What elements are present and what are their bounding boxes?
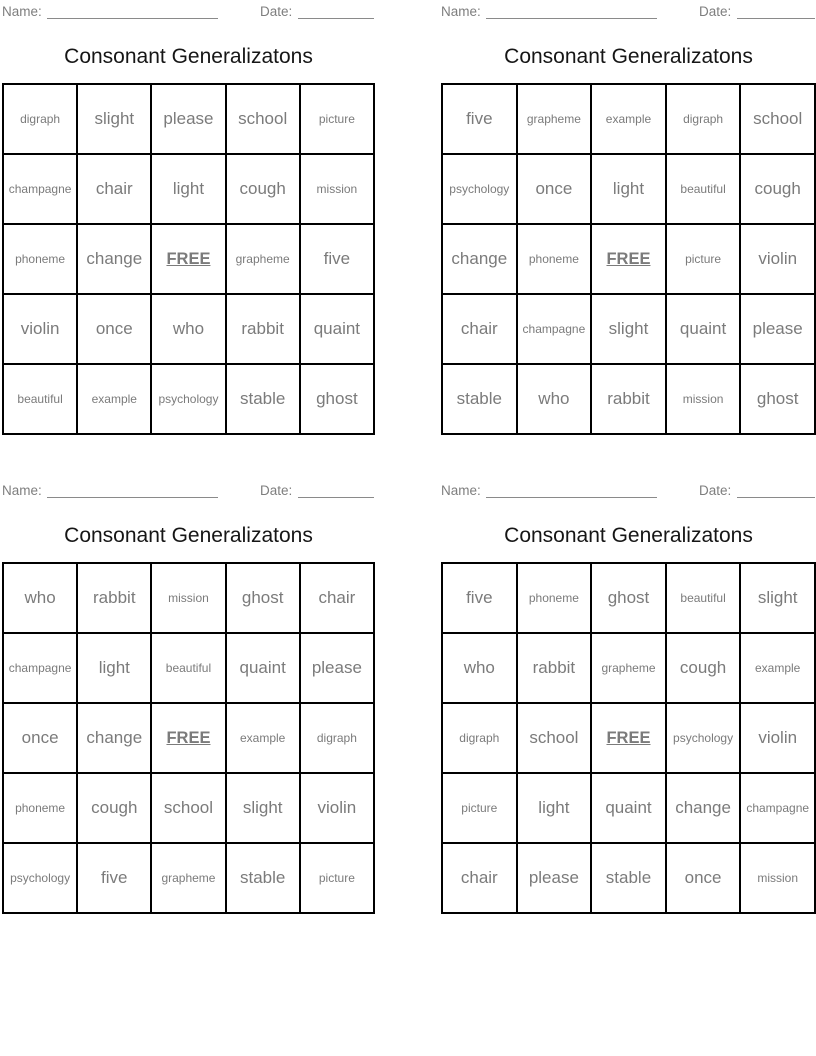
word-label: example bbox=[239, 731, 286, 745]
grid-row bbox=[3, 843, 374, 913]
date-label: Date: bbox=[699, 483, 732, 498]
word-cell bbox=[77, 364, 151, 434]
word-cell bbox=[77, 563, 151, 633]
word-cell bbox=[77, 703, 151, 773]
word-label: change bbox=[675, 798, 731, 817]
word-label: who bbox=[463, 658, 495, 677]
word-label: who bbox=[538, 389, 570, 408]
word-label: cough bbox=[679, 658, 727, 677]
date-blank-line bbox=[298, 483, 374, 498]
word-label: five bbox=[466, 109, 493, 128]
grid-row bbox=[442, 154, 815, 224]
word-cell bbox=[740, 294, 815, 364]
word-cell bbox=[740, 633, 815, 703]
word-label: rabbit bbox=[93, 588, 136, 607]
grid-row bbox=[3, 154, 374, 224]
word-cell bbox=[151, 84, 225, 154]
word-label: slight bbox=[94, 109, 135, 128]
word-cell bbox=[666, 633, 741, 703]
word-label: violin bbox=[20, 319, 60, 338]
word-label: once bbox=[535, 179, 573, 198]
word-cell bbox=[77, 843, 151, 913]
word-label: rabbit bbox=[241, 319, 284, 338]
word-cell bbox=[151, 364, 225, 434]
word-cell bbox=[300, 294, 374, 364]
word-cell bbox=[226, 633, 300, 703]
word-label: grapheme bbox=[161, 871, 216, 885]
word-cell bbox=[3, 843, 77, 913]
free-cell bbox=[591, 224, 666, 294]
word-cell bbox=[517, 154, 592, 224]
word-cell bbox=[77, 773, 151, 843]
word-label: violin bbox=[758, 728, 798, 747]
word-label: picture bbox=[461, 801, 498, 815]
word-label: chair bbox=[318, 588, 356, 607]
word-cell bbox=[740, 843, 815, 913]
word-cell bbox=[442, 703, 517, 773]
word-cell bbox=[591, 364, 666, 434]
word-cell bbox=[151, 154, 225, 224]
card-header bbox=[441, 483, 816, 501]
word-label: phoneme bbox=[15, 801, 66, 815]
free-label: FREE bbox=[606, 728, 651, 747]
word-label: please bbox=[163, 109, 214, 128]
word-cell bbox=[300, 633, 374, 703]
card-title: Consonant Generalizatons bbox=[504, 45, 753, 68]
word-label: digraph bbox=[683, 112, 724, 126]
word-label: cough bbox=[754, 179, 801, 198]
word-cell bbox=[442, 364, 517, 434]
word-label: light bbox=[98, 658, 130, 677]
word-cell bbox=[226, 364, 300, 434]
grid-row bbox=[442, 364, 815, 434]
word-label: beautiful bbox=[17, 392, 63, 406]
word-label: change bbox=[86, 728, 143, 747]
word-cell bbox=[740, 154, 815, 224]
grid-row bbox=[3, 633, 374, 703]
word-label: champagne bbox=[522, 322, 586, 336]
card-title: Consonant Generalizatons bbox=[504, 524, 753, 547]
grid-row bbox=[3, 224, 374, 294]
word-cell bbox=[151, 633, 225, 703]
grid-row bbox=[3, 84, 374, 154]
name-label: Name: bbox=[2, 4, 42, 19]
word-label: grapheme bbox=[526, 112, 581, 126]
word-label: digraph bbox=[316, 731, 357, 745]
word-cell bbox=[226, 294, 300, 364]
word-label: picture bbox=[318, 871, 355, 885]
grid-row bbox=[442, 633, 815, 703]
grid-row bbox=[3, 703, 374, 773]
free-cell bbox=[151, 224, 225, 294]
word-label: grapheme bbox=[601, 661, 656, 675]
word-label: phoneme bbox=[528, 252, 579, 266]
word-label: stable bbox=[456, 389, 502, 408]
word-label: light bbox=[172, 179, 205, 198]
word-cell bbox=[300, 224, 374, 294]
name-label: Name: bbox=[2, 483, 42, 498]
free-cell bbox=[151, 703, 225, 773]
word-label: once bbox=[684, 868, 722, 887]
grid-row bbox=[442, 84, 815, 154]
word-label: who bbox=[24, 588, 56, 607]
word-cell bbox=[591, 633, 666, 703]
word-label: ghost bbox=[607, 588, 650, 607]
word-cell bbox=[442, 294, 517, 364]
word-label: school bbox=[163, 798, 214, 817]
word-label: please bbox=[311, 658, 362, 677]
word-cell bbox=[517, 703, 592, 773]
word-label: quaint bbox=[313, 319, 361, 338]
word-label: chair bbox=[460, 868, 498, 887]
word-label: slight bbox=[757, 588, 798, 607]
name-blank-line bbox=[486, 483, 657, 498]
word-cell bbox=[77, 84, 151, 154]
word-label: violin bbox=[317, 798, 357, 817]
word-cell bbox=[3, 294, 77, 364]
word-cell bbox=[740, 773, 815, 843]
word-cell bbox=[666, 224, 741, 294]
word-cell bbox=[517, 294, 592, 364]
word-label: light bbox=[612, 179, 645, 198]
word-label: once bbox=[21, 728, 59, 747]
word-cell bbox=[517, 84, 592, 154]
word-label: mission bbox=[316, 182, 358, 196]
grid-body bbox=[442, 84, 815, 434]
word-label: champagne bbox=[746, 801, 810, 815]
word-label: rabbit bbox=[532, 658, 576, 677]
grid-row bbox=[442, 843, 815, 913]
grid-row bbox=[442, 224, 815, 294]
word-cell bbox=[740, 364, 815, 434]
word-label: school bbox=[529, 728, 579, 747]
word-cell bbox=[666, 773, 741, 843]
word-cell bbox=[77, 224, 151, 294]
word-cell bbox=[591, 84, 666, 154]
grid-row bbox=[3, 773, 374, 843]
word-cell bbox=[3, 703, 77, 773]
date-blank-line bbox=[298, 4, 374, 19]
word-cell bbox=[151, 773, 225, 843]
grid-row bbox=[3, 294, 374, 364]
word-cell bbox=[3, 563, 77, 633]
bingo-grid bbox=[2, 83, 375, 435]
word-cell bbox=[591, 294, 666, 364]
word-cell bbox=[77, 633, 151, 703]
word-cell bbox=[666, 294, 741, 364]
word-label: psychology bbox=[449, 182, 510, 196]
word-cell bbox=[666, 563, 741, 633]
word-cell bbox=[442, 843, 517, 913]
word-label: stable bbox=[239, 868, 286, 887]
word-label: mission bbox=[757, 871, 799, 885]
word-label: ghost bbox=[241, 588, 284, 607]
word-cell bbox=[666, 364, 741, 434]
word-cell bbox=[517, 224, 592, 294]
word-label: chair bbox=[95, 179, 133, 198]
word-label: grapheme bbox=[235, 252, 290, 266]
date-blank-line bbox=[737, 4, 815, 19]
word-cell bbox=[3, 154, 77, 224]
word-cell bbox=[442, 633, 517, 703]
word-cell bbox=[226, 154, 300, 224]
word-cell bbox=[442, 224, 517, 294]
word-label: beautiful bbox=[680, 591, 726, 605]
word-cell bbox=[740, 224, 815, 294]
word-cell bbox=[3, 633, 77, 703]
word-label: mission bbox=[168, 591, 209, 605]
word-label: ghost bbox=[756, 389, 799, 408]
word-cell bbox=[300, 773, 374, 843]
word-label: five bbox=[323, 249, 351, 268]
word-label: champagne bbox=[8, 182, 72, 196]
word-cell bbox=[226, 563, 300, 633]
grid-body bbox=[3, 84, 374, 434]
word-cell bbox=[517, 633, 592, 703]
word-cell bbox=[3, 364, 77, 434]
word-label: stable bbox=[605, 868, 652, 887]
word-label: light bbox=[538, 798, 570, 817]
word-label: example bbox=[605, 112, 652, 126]
word-cell bbox=[300, 703, 374, 773]
free-label: FREE bbox=[606, 249, 651, 268]
word-label: example bbox=[91, 392, 137, 406]
word-label: quaint bbox=[679, 319, 727, 338]
word-label: psychology bbox=[158, 392, 219, 406]
word-label: quaint bbox=[605, 798, 652, 817]
grid-row bbox=[3, 563, 374, 633]
word-cell bbox=[77, 294, 151, 364]
word-label: phoneme bbox=[528, 591, 579, 605]
card-title: Consonant Generalizatons bbox=[64, 524, 313, 547]
word-cell bbox=[517, 364, 592, 434]
grid-row bbox=[442, 703, 815, 773]
grid-row bbox=[442, 294, 815, 364]
word-label: five bbox=[466, 588, 493, 607]
date-label: Date: bbox=[699, 4, 732, 19]
word-label: slight bbox=[608, 319, 649, 338]
bingo-grid bbox=[441, 83, 816, 435]
word-cell bbox=[151, 294, 225, 364]
word-label: beautiful bbox=[680, 182, 726, 196]
grid-body bbox=[3, 563, 374, 913]
word-label: beautiful bbox=[165, 661, 212, 675]
word-cell bbox=[151, 563, 225, 633]
card-header bbox=[2, 483, 375, 501]
name-label: Name: bbox=[441, 4, 481, 19]
word-cell bbox=[300, 84, 374, 154]
word-label: ghost bbox=[316, 389, 358, 408]
word-cell bbox=[740, 703, 815, 773]
word-label: digraph bbox=[459, 731, 500, 745]
word-cell bbox=[517, 773, 592, 843]
word-cell bbox=[442, 563, 517, 633]
word-cell bbox=[226, 773, 300, 843]
word-label: rabbit bbox=[607, 389, 650, 408]
word-cell bbox=[3, 224, 77, 294]
word-cell bbox=[300, 154, 374, 224]
word-cell bbox=[226, 843, 300, 913]
date-blank-line bbox=[737, 483, 815, 498]
word-label: who bbox=[172, 319, 205, 338]
grid-row bbox=[442, 773, 815, 843]
word-cell bbox=[226, 224, 300, 294]
word-cell bbox=[591, 154, 666, 224]
word-cell bbox=[591, 843, 666, 913]
word-label: quaint bbox=[239, 658, 286, 677]
word-cell bbox=[442, 154, 517, 224]
word-label: change bbox=[451, 249, 508, 268]
word-label: example bbox=[755, 661, 801, 675]
word-label: please bbox=[528, 868, 579, 887]
word-cell bbox=[517, 563, 592, 633]
grid-body bbox=[442, 563, 815, 913]
word-cell bbox=[300, 843, 374, 913]
free-label: FREE bbox=[166, 249, 211, 268]
word-label: cough bbox=[91, 798, 138, 817]
word-cell bbox=[300, 563, 374, 633]
word-label: once bbox=[95, 319, 133, 338]
word-cell bbox=[3, 84, 77, 154]
word-label: psychology bbox=[10, 871, 71, 885]
word-label: cough bbox=[239, 179, 286, 198]
name-blank-line bbox=[47, 483, 218, 498]
card-title: Consonant Generalizatons bbox=[64, 45, 313, 68]
word-cell bbox=[3, 773, 77, 843]
name-label: Name: bbox=[441, 483, 481, 498]
word-cell bbox=[77, 154, 151, 224]
word-cell bbox=[591, 773, 666, 843]
word-cell bbox=[226, 703, 300, 773]
word-cell bbox=[666, 703, 741, 773]
date-label: Date: bbox=[260, 4, 293, 19]
word-label: school bbox=[753, 109, 803, 128]
word-label: violin bbox=[758, 249, 798, 268]
word-cell bbox=[740, 84, 815, 154]
word-label: mission bbox=[682, 392, 724, 406]
grid-row bbox=[442, 563, 815, 633]
card-header bbox=[2, 4, 375, 22]
word-label: picture bbox=[685, 252, 722, 266]
word-cell bbox=[300, 364, 374, 434]
word-cell bbox=[517, 843, 592, 913]
word-label: change bbox=[86, 249, 143, 268]
bingo-grid bbox=[441, 562, 816, 914]
bingo-grid bbox=[2, 562, 375, 914]
word-label: phoneme bbox=[15, 252, 66, 266]
word-label: five bbox=[101, 868, 128, 887]
grid-row bbox=[3, 364, 374, 434]
word-label: psychology bbox=[673, 731, 734, 745]
word-cell bbox=[591, 563, 666, 633]
word-label: digraph bbox=[20, 112, 61, 126]
word-cell bbox=[740, 563, 815, 633]
free-cell bbox=[591, 703, 666, 773]
word-label: slight bbox=[242, 798, 283, 817]
word-cell bbox=[151, 843, 225, 913]
word-cell bbox=[666, 843, 741, 913]
word-label: champagne bbox=[8, 661, 72, 675]
word-label: stable bbox=[239, 389, 286, 408]
word-cell bbox=[666, 84, 741, 154]
word-cell bbox=[442, 84, 517, 154]
word-label: school bbox=[238, 109, 288, 128]
word-cell bbox=[442, 773, 517, 843]
word-cell bbox=[666, 154, 741, 224]
word-label: chair bbox=[460, 319, 498, 338]
free-label: FREE bbox=[166, 728, 211, 747]
word-label: please bbox=[752, 319, 803, 338]
card-header bbox=[441, 4, 816, 22]
word-label: picture bbox=[318, 112, 355, 126]
date-label: Date: bbox=[260, 483, 293, 498]
word-cell bbox=[226, 84, 300, 154]
name-blank-line bbox=[486, 4, 657, 19]
name-blank-line bbox=[47, 4, 218, 19]
